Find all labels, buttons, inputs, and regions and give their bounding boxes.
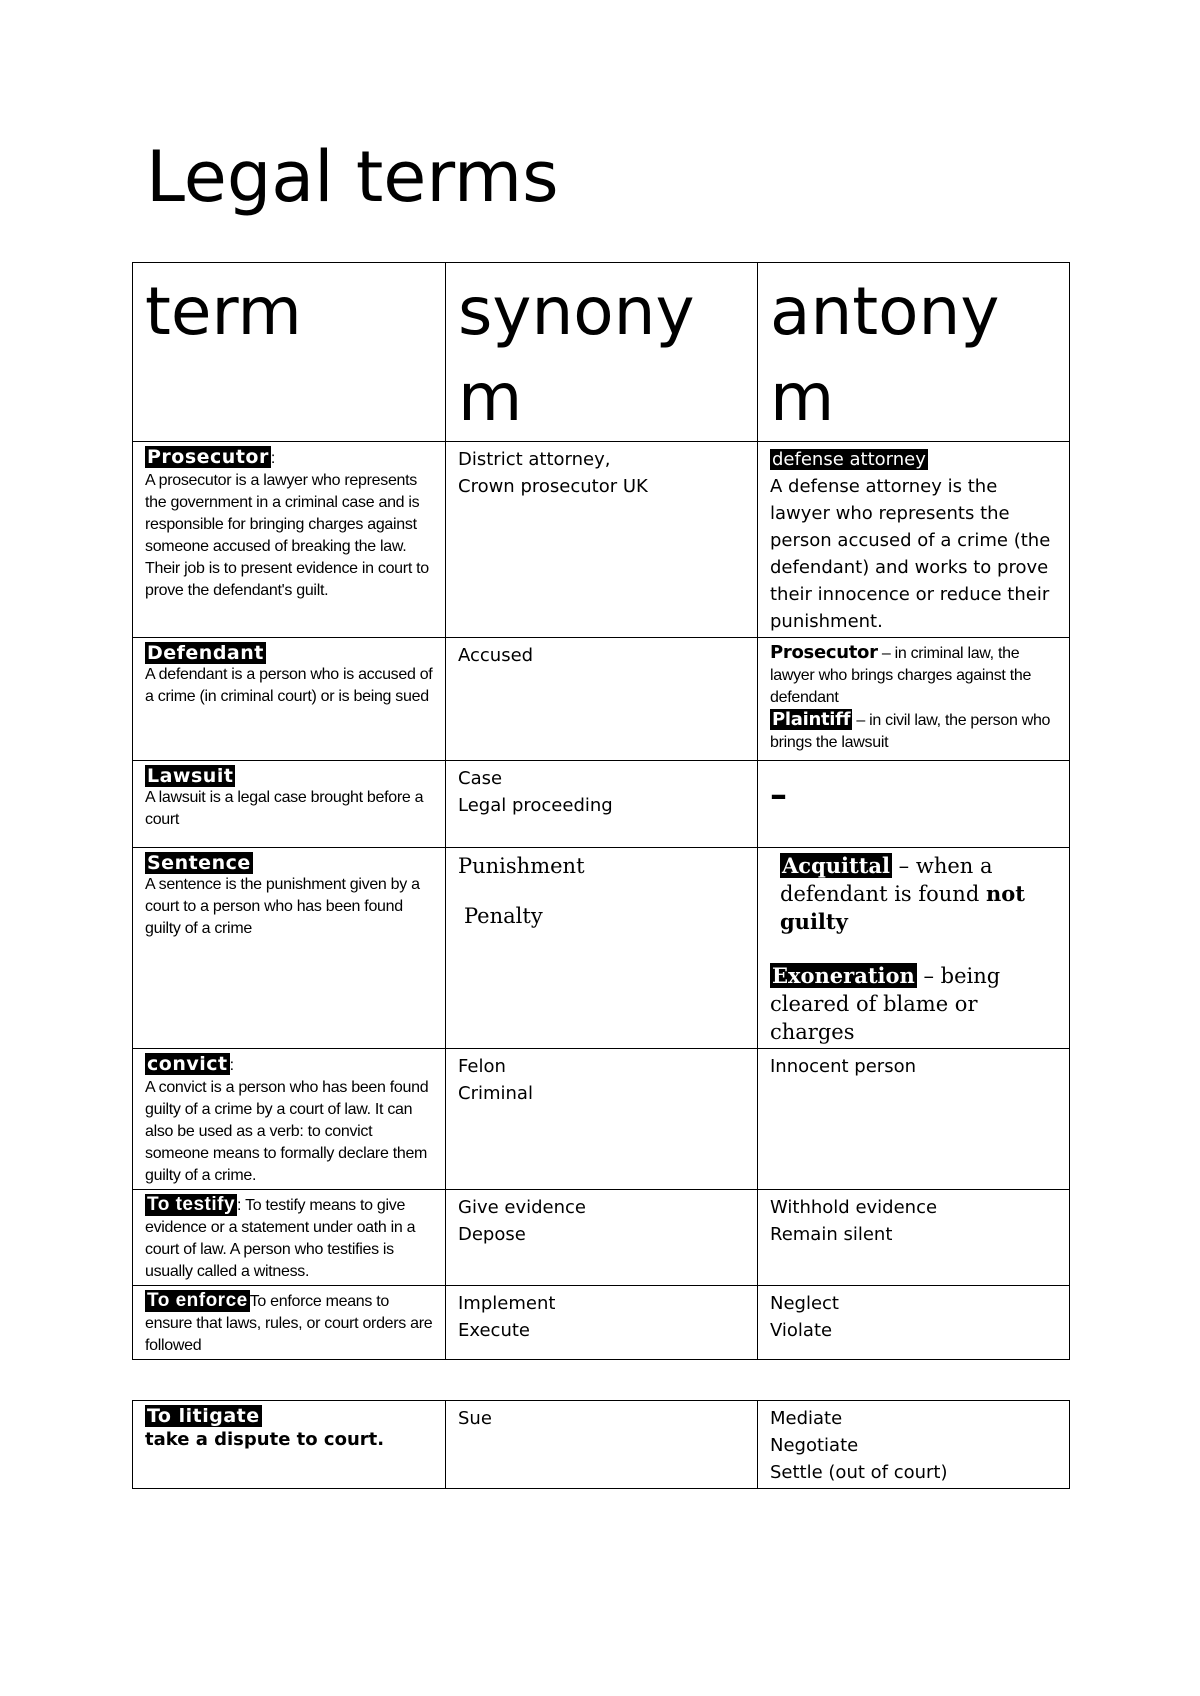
term-definition: take a dispute to court.: [145, 1429, 385, 1450]
synonym-cell: [446, 638, 758, 761]
antonym-item: Mediate: [770, 1408, 843, 1429]
header-synonym: synony m: [446, 263, 758, 442]
legal-terms-table: [132, 262, 1070, 1360]
antonym-item: Settle (out of court): [770, 1462, 948, 1483]
synonym-item: Felon: [458, 1056, 506, 1077]
antonym-item: Remain silent: [770, 1224, 893, 1245]
antonym-empty-dash: –: [770, 775, 787, 815]
table-header-row: [133, 263, 1070, 442]
term-cell: [133, 1190, 446, 1286]
antonym-item: Withhold evidence: [770, 1197, 938, 1218]
antonym-bold: not guilty: [780, 881, 1025, 934]
antonym-word: Plaintiff: [772, 709, 851, 730]
term-definition: A defendant is a person who is accused of a crime (in criminal court) or is being sued: [145, 666, 433, 705]
antonym-cell: [758, 442, 1070, 638]
table-row: [133, 638, 1070, 761]
table-row: [133, 1286, 1070, 1360]
synonym-item: Punishment: [458, 854, 585, 878]
synonym-cell: [446, 848, 758, 1049]
term-suffix: :: [270, 450, 275, 467]
synonym-item: Penalty: [464, 904, 543, 928]
antonym-cell: [758, 848, 1070, 1049]
synonym-cell: [446, 442, 758, 638]
antonym-item: Innocent person: [770, 1056, 916, 1077]
synonym-item: Legal proceeding: [458, 795, 613, 816]
term-definition: A sentence is the punishment given by a court to a person who has been found guilty of a crime: [145, 876, 420, 937]
table-row: [133, 761, 1070, 848]
term-cell: [133, 1401, 446, 1489]
term-name: Prosecutor: [147, 446, 269, 468]
antonym-desc: – when a defendant is found: [780, 854, 993, 906]
antonym-highlight: defense attorney: [772, 449, 926, 470]
synonym-cell: [446, 1190, 758, 1286]
synonym-cell: [446, 761, 758, 848]
term-name: convict: [147, 1053, 228, 1075]
term-name: Defendant: [147, 642, 264, 664]
term-cell: [133, 848, 446, 1049]
antonym-word: Acquittal: [782, 853, 890, 878]
synonym-item: Implement: [458, 1293, 556, 1314]
term-suffix: :: [229, 1057, 234, 1074]
table-row: [133, 1401, 1070, 1489]
term-name: Lawsuit: [147, 765, 234, 787]
antonym-item: Violate: [770, 1320, 833, 1341]
table-row: [133, 848, 1070, 1049]
term-cell: [133, 1049, 446, 1190]
synonym-item: Give evidence: [458, 1197, 587, 1218]
term-name: To testify: [147, 1194, 236, 1215]
synonym-cell: [446, 1049, 758, 1190]
antonym-desc: – in civil law, the person who brings the lawsuit: [770, 712, 1051, 751]
antonym-item: Negotiate: [770, 1435, 859, 1456]
page-title: Legal terms: [146, 136, 559, 218]
antonym-word: Exoneration: [772, 963, 915, 988]
synonym-item: Execute: [458, 1320, 530, 1341]
term-definition: A prosecutor is a lawyer who represents the government in a criminal case and is responsible for bringing charges against someone accused of breaking the law. Their job is to present evidence in court to prove the defendant's guilt.: [145, 472, 429, 599]
antonym-cell: [758, 1190, 1070, 1286]
table-row: [133, 1049, 1070, 1190]
synonym-cell: [446, 1286, 758, 1360]
term-cell: [133, 638, 446, 761]
synonym-item: Sue: [458, 1408, 492, 1429]
synonym-item: Criminal: [458, 1083, 533, 1104]
synonym-item: Depose: [458, 1224, 526, 1245]
antonym-desc: – in criminal law, the lawyer who brings charges against the defendant: [770, 645, 1032, 706]
antonym-desc: – being cleared of blame or charges: [770, 964, 1001, 1044]
table-row: [133, 442, 1070, 638]
term-cell: [133, 761, 446, 848]
antonym-cell: [758, 638, 1070, 761]
header-term: term: [133, 263, 446, 442]
antonym-cell: [758, 761, 1070, 848]
term-definition: To enforce means to ensure that laws, rules, or court orders are followed: [145, 1293, 433, 1354]
synonym-item: Crown prosecutor UK: [458, 476, 648, 497]
term-suffix: :: [237, 1197, 242, 1214]
table-row: [133, 1190, 1070, 1286]
synonym-cell: [446, 1401, 758, 1489]
legal-terms-extra-table: [132, 1400, 1070, 1489]
term-name: To enforce: [147, 1290, 248, 1311]
synonym-item: Accused: [458, 645, 534, 666]
header-antonym: antony m: [758, 263, 1070, 442]
antonym-cell: [758, 1401, 1070, 1489]
antonym-word: Prosecutor: [770, 642, 878, 663]
term-definition: A lawsuit is a legal case brought before a court: [145, 789, 424, 828]
term-name: To litigate: [147, 1405, 260, 1427]
term-cell: [133, 1286, 446, 1360]
synonym-item: District attorney,: [458, 449, 611, 470]
term-cell: [133, 442, 446, 638]
antonym-cell: [758, 1286, 1070, 1360]
antonym-cell: [758, 1049, 1070, 1190]
antonym-definition: A defense attorney is the lawyer who represents the person accused of a crime (the defendant) and works to prove their innocence or reduce their punishment.: [770, 476, 1051, 632]
term-definition: To testify means to give evidence or a statement under oath in a court of law. A person who testifies is usually called a witness.: [145, 1197, 416, 1280]
term-name: Sentence: [147, 852, 251, 874]
antonym-item: Neglect: [770, 1293, 839, 1314]
term-definition: A convict is a person who has been found guilty of a crime by a court of law. It can also be used as a verb: to convict someone means to formally declare them guilty of a crime.: [145, 1079, 429, 1184]
synonym-item: Case: [458, 768, 503, 789]
